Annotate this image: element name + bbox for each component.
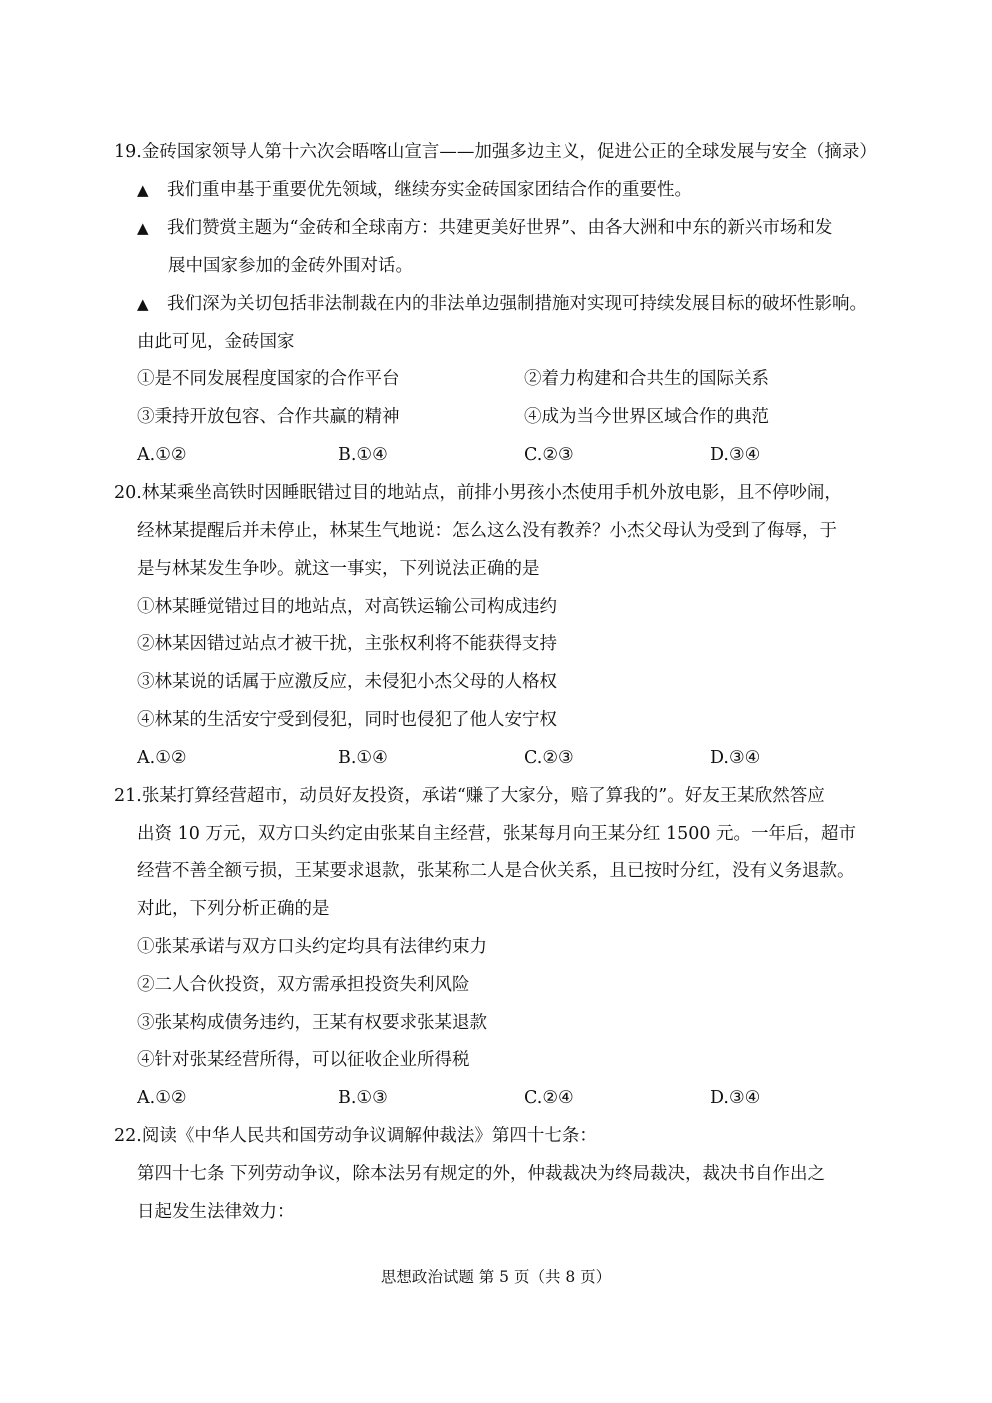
q19-bullet-1-text: 我们重申基于重要优先领域，继续夯实金砖国家团结合作的重要性。 — [167, 180, 692, 200]
q21-stem-line-4: 对此，下列分析正确的是 — [137, 899, 330, 919]
q21-statement-2: ②二人合伙投资，双方需承担投资失利风险 — [137, 975, 470, 995]
q21-option-c: C.②④ — [524, 1088, 574, 1108]
q20-stem-line-2: 经林某提醒后并未停止，林某生气地说：怎么这么没有教养？小杰父母认为受到了侮辱，于 — [137, 521, 837, 541]
q19-statement-1: ①是不同发展程度国家的合作平台 — [137, 369, 400, 389]
q20-statement-3: ③林某说的话属于应激反应，未侵犯小杰父母的人格权 — [137, 672, 557, 692]
q20-statement-4: ④林某的生活安宁受到侵犯，同时也侵犯了他人安宁权 — [137, 710, 557, 730]
q21-statement-1: ①张某承诺与双方口头约定均具有法律约束力 — [137, 937, 487, 957]
q20-stem-line-3: 是与林某发生争吵。就这一事实，下列说法正确的是 — [137, 559, 540, 579]
page-footer: 思想政治试题 第 5 页（共 8 页） — [380, 1268, 612, 1286]
q19-option-c: C.②③ — [524, 445, 574, 465]
q21-option-a: A.①② — [137, 1088, 187, 1108]
q21-statement-4: ④针对张某经营所得，可以征收企业所得税 — [137, 1050, 470, 1070]
q21-option-b: B.①③ — [338, 1088, 388, 1108]
q22-stem-line-1: 22.阅读《中华人民共和国劳动争议调解仲裁法》第四十七条： — [114, 1126, 597, 1146]
triangle-bullet-icon: ▲ — [137, 295, 149, 313]
q21-option-d: D.③④ — [710, 1088, 761, 1108]
q22-article-line-1: 第四十七条 下列劳动争议，除本法另有规定的外，仲裁裁决为终局裁决，裁决书自作出之 — [137, 1164, 826, 1184]
q21-statement-3: ③张某构成债务违约，王某有权要求张某退款 — [137, 1013, 487, 1033]
q21-stem-line-1: 21.张某打算经营超市，动员好友投资，承诺“赚了大家分，赔了算我的”。好友王某欣然答应 — [114, 786, 825, 806]
q21-stem-line-3: 经营不善全额亏损，王某要求退款，张某称二人是合伙关系，且已按时分红，没有义务退款。 — [137, 861, 855, 881]
q20-statement-2: ②林某因错过站点才被干扰，主张权利将不能获得支持 — [137, 634, 557, 654]
q19-lead: 由此可见，金砖国家 — [137, 332, 295, 352]
q20-statement-1: ①林某睡觉错过目的地站点，对高铁运输公司构成违约 — [137, 597, 557, 617]
triangle-bullet-icon: ▲ — [137, 181, 149, 199]
q19-option-d: D.③④ — [710, 445, 761, 465]
q19-statement-4: ④成为当今世界区域合作的典范 — [524, 407, 769, 427]
q19-bullet-2-text: 我们赞赏主题为“金砖和全球南方：共建更美好世界”、由各大洲和中东的新兴市场和发 — [167, 218, 833, 238]
q19-statement-3: ③秉持开放包容、合作共赢的精神 — [137, 407, 400, 427]
q20-option-a: A.①② — [137, 748, 187, 768]
q19-bullet-2-cont: 展中国家参加的金砖外围对话。 — [168, 256, 413, 276]
q20-stem-line-1: 20.林某乘坐高铁时因睡眠错过目的地站点，前排小男孩小杰使用手机外放电影，且不停吵闹， — [114, 483, 842, 503]
q20-option-c: C.②③ — [524, 748, 574, 768]
q19-option-b: B.①④ — [338, 445, 388, 465]
q19-bullet-3-text: 我们深为关切包括非法制裁在内的非法单边强制措施对实现可持续发展目标的破坏性影响。 — [167, 294, 867, 314]
q19-statement-2: ②着力构建和合共生的国际关系 — [524, 369, 769, 389]
q19-option-a: A.①② — [137, 445, 187, 465]
q19-bullet-3 — [137, 292, 867, 316]
q19-bullet-2 — [137, 216, 832, 240]
q22-article-line-2: 日起发生法律效力： — [137, 1202, 295, 1222]
triangle-bullet-icon: ▲ — [137, 219, 149, 237]
q19-bullet-1 — [137, 178, 692, 202]
q19-title: 19.金砖国家领导人第十六次会晤喀山宣言——加强多边主义，促进公正的全球发展与安全（摘录） — [114, 142, 877, 162]
q20-option-b: B.①④ — [338, 748, 388, 768]
q20-option-d: D.③④ — [710, 748, 761, 768]
q21-stem-line-2: 出资 10 万元，双方口头约定由张某自主经营，张某每月向王某分红 1500 元。一年后，超市 — [137, 824, 857, 844]
